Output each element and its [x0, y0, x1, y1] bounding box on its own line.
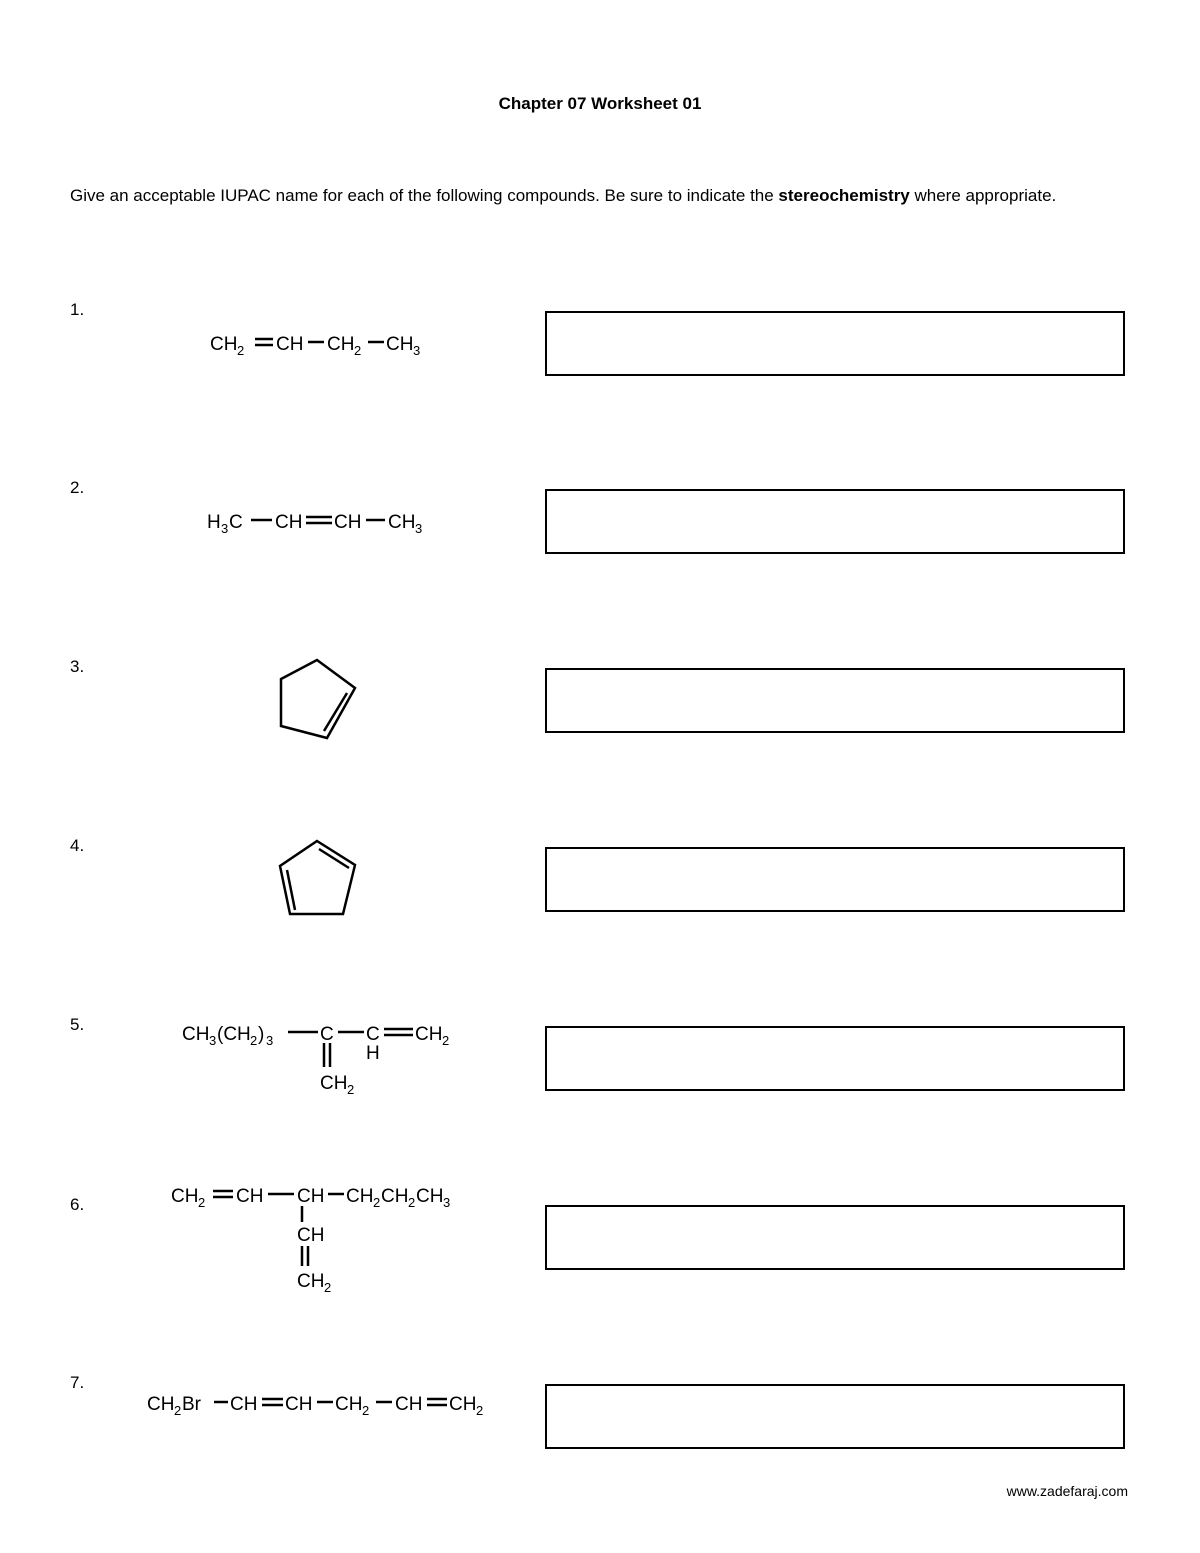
ring — [280, 841, 355, 914]
answer-box-2[interactable] — [545, 489, 1125, 554]
subscript: 2 — [347, 1082, 355, 1097]
atom-label: CH — [449, 1394, 477, 1415]
subscript: 3 — [443, 1195, 451, 1210]
atom-label: CH — [334, 512, 362, 533]
instructions — [70, 185, 1130, 207]
answer-box-3[interactable] — [545, 668, 1125, 733]
atom-label: CH — [381, 1186, 409, 1207]
subscript: 3 — [209, 1033, 217, 1048]
question-number: 7. — [70, 1373, 85, 1392]
subscript: 2 — [237, 343, 245, 358]
atom-label: C — [366, 1024, 380, 1045]
answer-box-1[interactable] — [545, 311, 1125, 376]
subscript: 3 — [415, 521, 423, 536]
subscript: 2 — [354, 343, 362, 358]
subscript: 2 — [198, 1195, 206, 1210]
atom-label: CH — [327, 334, 355, 355]
answer-box-4[interactable] — [545, 847, 1125, 912]
atom-label: CH — [320, 1073, 348, 1094]
atom-label: CH — [386, 334, 414, 355]
atom-label: C — [320, 1024, 334, 1045]
structure-4-cyclopentadiene — [270, 830, 370, 930]
structure-7 — [140, 1382, 510, 1432]
footer-url: www.zadefaraj.com — [1006, 1483, 1128, 1499]
subscript: 2 — [373, 1195, 381, 1210]
subscript: 2 — [408, 1195, 416, 1210]
atom-label: H — [207, 512, 221, 533]
question-number: 1. — [70, 300, 85, 319]
question-number: 4. — [70, 836, 85, 855]
atom-label: CH — [297, 1225, 325, 1246]
structure-3-cyclopentene — [270, 650, 370, 750]
atom-label: CH — [416, 1186, 444, 1207]
atom-label: Br — [182, 1394, 201, 1415]
answer-box-6[interactable] — [545, 1205, 1125, 1270]
question-number: 6. — [70, 1195, 85, 1214]
atom-label: CH — [147, 1394, 175, 1415]
page-title: Chapter 07 Worksheet 01 — [498, 94, 702, 113]
atom-label: CH — [335, 1394, 363, 1415]
atom-label: CH — [210, 334, 238, 355]
atom-label: CH — [297, 1271, 325, 1292]
question-number: 3. — [70, 657, 85, 676]
instructions-text-start: Give an acceptable IUPAC name for each of the following compounds. Be sure to indicate the — [70, 186, 779, 205]
instructions-emphasis: stereochemistry — [778, 186, 910, 205]
subscript: 2 — [476, 1403, 484, 1418]
atom-label: CH — [346, 1186, 374, 1207]
atom-label: CH — [230, 1394, 258, 1415]
atom-label: CH — [388, 512, 416, 533]
subscript: 2 — [362, 1403, 370, 1418]
atom-label: CH — [182, 1024, 210, 1045]
structure-1 — [200, 320, 460, 370]
atom-label: CH — [285, 1394, 313, 1415]
subscript: 3 — [413, 343, 421, 358]
subscript: 2 — [324, 1280, 332, 1295]
atom-label: CH — [275, 512, 303, 533]
atom-label: CH — [297, 1186, 325, 1207]
atom-label: CH — [171, 1186, 199, 1207]
question-number: 5. — [70, 1015, 85, 1034]
structure-6 — [160, 1178, 480, 1298]
atom-label: H — [366, 1043, 380, 1064]
structure-2 — [200, 498, 460, 548]
atom-label: CH — [415, 1024, 443, 1045]
atom-label: C — [229, 512, 243, 533]
subscript: 2 — [250, 1033, 258, 1048]
atom-label: CH — [395, 1394, 423, 1415]
instructions-text-end: where appropriate. — [909, 186, 1057, 205]
answer-box-7[interactable] — [545, 1384, 1125, 1449]
subscript: 2 — [442, 1033, 450, 1048]
atom-label: ) — [258, 1024, 265, 1045]
subscript: 2 — [174, 1403, 182, 1418]
atom-label: CH — [276, 334, 304, 355]
question-number: 2. — [70, 478, 85, 497]
answer-box-5[interactable] — [545, 1026, 1125, 1091]
atom-label: CH — [236, 1186, 264, 1207]
subscript: 3 — [221, 521, 229, 536]
atom-label: (CH — [217, 1024, 251, 1045]
structure-5 — [170, 1015, 470, 1100]
subscript: 3 — [266, 1033, 274, 1048]
